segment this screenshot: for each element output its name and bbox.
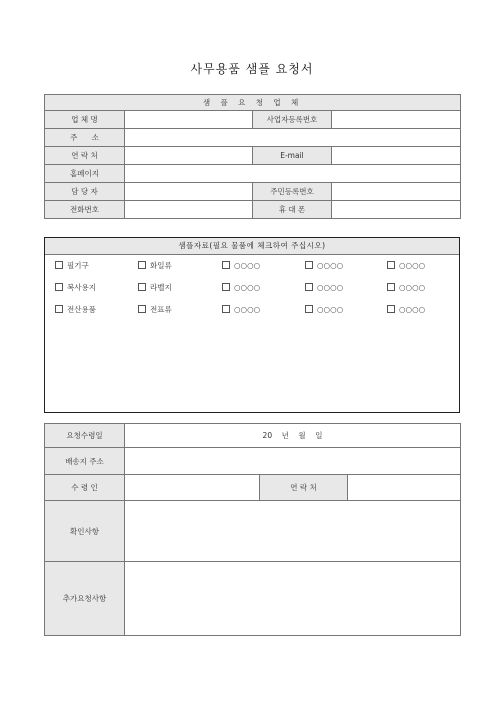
resident-number-label: 주민등록번호 — [253, 183, 332, 201]
resident-number-field[interactable] — [332, 183, 461, 201]
checklist-item-label: ○○○○ — [234, 283, 261, 292]
requested-date-label: 요청수령일 — [45, 424, 125, 448]
checklist-item[interactable] — [222, 260, 260, 272]
checkbox[interactable] — [222, 283, 230, 291]
homepage-field[interactable] — [125, 165, 461, 183]
delivery-info-table — [44, 423, 461, 636]
checkbox[interactable] — [387, 283, 395, 291]
checkbox[interactable] — [305, 261, 313, 269]
homepage-label: 홈페이지 — [45, 165, 125, 183]
business-number-field[interactable] — [332, 111, 461, 129]
checklist-item-label: ○○○○ — [399, 283, 426, 292]
checklist-item[interactable] — [55, 282, 96, 294]
checklist-item[interactable] — [138, 304, 172, 316]
delivery-address-label: 배송지 주소 — [45, 448, 125, 475]
form-title: 사무용품 샘플 요청서 — [190, 62, 314, 76]
mobile-label: 휴 대 폰 — [253, 201, 332, 219]
email-label: E-mail — [253, 147, 332, 165]
checklist-item[interactable] — [55, 304, 96, 316]
checklist-item-label: ○○○○ — [399, 261, 426, 270]
checklist-item[interactable] — [55, 260, 89, 272]
checklist-item[interactable] — [138, 260, 172, 272]
receiver-field[interactable] — [125, 475, 260, 501]
address-field[interactable] — [125, 129, 461, 147]
receiver-contact-label: 연 락 처 — [260, 475, 348, 501]
company-name-field[interactable] — [125, 111, 253, 129]
email-field[interactable] — [332, 147, 461, 165]
checkbox[interactable] — [138, 283, 146, 291]
checklist-item[interactable] — [138, 282, 172, 294]
checklist-item[interactable] — [305, 260, 343, 272]
additional-request-field[interactable] — [125, 562, 461, 636]
checklist-item-label: 전표류 — [150, 305, 172, 314]
checklist-item[interactable] — [387, 282, 425, 294]
checklist-row — [45, 304, 459, 316]
delivery-address-field[interactable] — [125, 448, 461, 475]
checklist-header: 샘플자료(필요 물품에 체크하여 주십시오) — [45, 238, 459, 255]
phone-label: 전화번호 — [45, 201, 125, 219]
checklist-item-label: ○○○○ — [317, 261, 344, 270]
manager-field[interactable] — [125, 183, 253, 201]
checkbox[interactable] — [305, 305, 313, 313]
checklist-row — [45, 260, 459, 272]
company-name-label: 업 체 명 — [45, 111, 125, 129]
checkbox[interactable] — [138, 305, 146, 313]
phone-field[interactable] — [125, 201, 253, 219]
business-number-label: 사업자등록번호 — [253, 111, 332, 129]
requested-date-field[interactable]: 20 년 월 일 — [125, 424, 461, 448]
checkbox[interactable] — [55, 283, 63, 291]
mobile-field[interactable] — [332, 201, 461, 219]
checklist-item[interactable] — [387, 304, 425, 316]
checkbox[interactable] — [387, 305, 395, 313]
receiver-contact-field[interactable] — [348, 475, 461, 501]
checklist-row — [45, 282, 459, 294]
checklist-item-label: 라벨지 — [150, 283, 172, 292]
contact-field[interactable] — [125, 147, 253, 165]
company-section-header: 샘 플 요 청 업 체 — [45, 95, 461, 111]
checkbox[interactable] — [305, 283, 313, 291]
checkbox[interactable] — [387, 261, 395, 269]
checklist-item-label: 필기구 — [67, 261, 89, 270]
checklist-item[interactable] — [305, 282, 343, 294]
checklist-item[interactable] — [387, 260, 425, 272]
checklist-item-label: ○○○○ — [234, 305, 261, 314]
checklist-item-label: ○○○○ — [234, 261, 261, 270]
checklist-item-label: 화일류 — [150, 261, 172, 270]
checklist-item[interactable] — [222, 282, 260, 294]
checklist-item-label: 전산용품 — [67, 305, 96, 314]
checkbox[interactable] — [222, 261, 230, 269]
checklist-item-label: ○○○○ — [317, 283, 344, 292]
checkbox[interactable] — [55, 305, 63, 313]
receiver-label: 수 령 인 — [45, 475, 125, 501]
confirmation-label: 확인사항 — [45, 501, 125, 562]
checklist-item[interactable] — [222, 304, 260, 316]
confirmation-field[interactable] — [125, 501, 461, 562]
checkbox[interactable] — [222, 305, 230, 313]
additional-request-label: 추가요청사항 — [45, 562, 125, 636]
company-info-table — [44, 94, 461, 219]
checklist-item-label: 복사용지 — [67, 283, 96, 292]
address-label: 주 소 — [45, 129, 125, 147]
checklist-item[interactable] — [305, 304, 343, 316]
checklist-item-label: ○○○○ — [317, 305, 344, 314]
sample-checklist-box — [44, 237, 460, 413]
checkbox[interactable] — [138, 261, 146, 269]
checkbox[interactable] — [55, 261, 63, 269]
manager-label: 담 당 자 — [45, 183, 125, 201]
contact-label: 연 락 처 — [45, 147, 125, 165]
checklist-item-label: ○○○○ — [399, 305, 426, 314]
